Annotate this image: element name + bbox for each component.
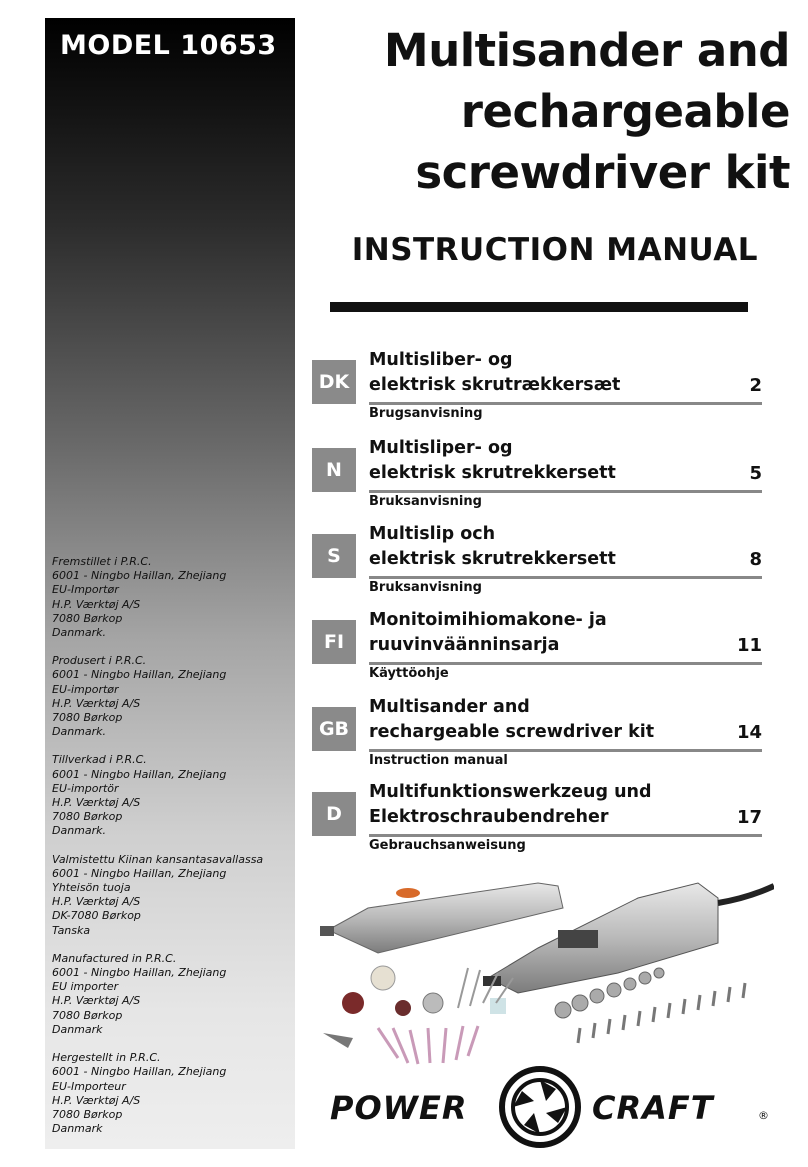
- lang-page-number: 2: [749, 375, 762, 396]
- lang-page-number: 14: [736, 722, 762, 743]
- screwdriver-illustration: [320, 883, 563, 953]
- lang-title-line2: ruuvinväänninsarja: [369, 635, 560, 655]
- imprint-line: Manufactured in P.R.C.: [52, 951, 177, 965]
- imprint-line: H.P. Værktøj A/S: [52, 895, 141, 909]
- brand-word-craft: CRAFT: [592, 1089, 714, 1127]
- imprint-block-d: [52, 1051, 292, 1136]
- lang-title-line1: Multisliper- og: [369, 438, 513, 458]
- lang-subtitle: Bruksanvisning: [369, 494, 482, 509]
- lang-title-line1: Multisander and: [369, 697, 530, 717]
- lang-page-number: 11: [736, 635, 762, 656]
- lang-title-line1: Multisliber- og: [369, 350, 513, 370]
- lang-subtitle: Käyttöohje: [369, 666, 449, 681]
- lang-page-number: 5: [749, 463, 762, 484]
- imprint-line: 7080 Børkop: [52, 810, 123, 824]
- title-line: rechargeable: [460, 85, 790, 138]
- imprint-block-dk: [52, 555, 292, 640]
- imprint-line: H.P. Værktøj A/S: [52, 994, 141, 1008]
- imprint-line: EU-Importør: [52, 583, 119, 597]
- imprint-line: Hergestellt in P.R.C.: [52, 1051, 161, 1065]
- brand-word-power: POWER: [330, 1089, 468, 1127]
- lang-title-line2: elektrisk skrutrekkersett: [369, 549, 616, 569]
- imprint-line: Danmark.: [52, 626, 107, 640]
- lang-badge: FI: [312, 620, 356, 664]
- imprint-block-gb: [52, 952, 292, 1037]
- aperture-logo-icon: [498, 1065, 582, 1149]
- lang-page-number: 8: [749, 549, 762, 570]
- lang-title-line2: rechargeable screwdriver kit: [369, 722, 655, 742]
- model-number: MODEL 10653: [60, 30, 277, 61]
- imprint-line: Valmistettu Kiinan kansantasavallassa: [52, 852, 264, 866]
- imprint-line: Danmark: [52, 1122, 103, 1136]
- imprint-block-s: [52, 753, 292, 838]
- lang-underline: [369, 662, 762, 665]
- lang-badge: S: [312, 534, 356, 578]
- page-subtitle: INSTRUCTION MANUAL: [351, 232, 758, 268]
- imprint-line: 6001 - Ningbo Haillan, Zhejiang: [52, 966, 227, 980]
- imprint-line: DK-7080 Børkop: [52, 909, 141, 923]
- lang-underline: [369, 749, 762, 752]
- imprint-line: Fremstillet i P.R.C.: [52, 555, 152, 568]
- imprint-line: 7080 Børkop: [52, 1008, 123, 1022]
- imprint-line: EU-importør: [52, 682, 119, 696]
- imprint-line: 7080 Børkop: [52, 1107, 123, 1121]
- imprint-line: Danmark: [52, 1022, 103, 1036]
- lang-title-line2: elektrisk skrutrekkersett: [369, 463, 616, 483]
- lang-title-line2: elektrisk skrutrækkersæt: [369, 375, 621, 395]
- page-title: [310, 20, 790, 203]
- lang-title-line1: Multifunktionswerkzeug und: [369, 782, 652, 802]
- imprint-line: 6001 - Ningbo Haillan, Zhejiang: [52, 866, 227, 880]
- imprint-line: 6001 - Ningbo Haillan, Zhejiang: [52, 668, 227, 682]
- imprint-line: H.P. Værktøj A/S: [52, 1093, 141, 1107]
- imprint-line: Danmark.: [52, 725, 107, 739]
- lang-underline: [369, 576, 762, 579]
- lang-badge: GB: [312, 707, 356, 751]
- imprint-line: 7080 Børkop: [52, 711, 123, 725]
- imprint-block-n: [52, 654, 292, 739]
- lang-underline: [369, 490, 762, 493]
- imprint-line: 7080 Børkop: [52, 611, 123, 625]
- imprint-line: Tillverkad i P.R.C.: [52, 753, 147, 767]
- lang-subtitle: Brugsanvisning: [369, 406, 483, 421]
- imprint-line: 6001 - Ningbo Haillan, Zhejiang: [52, 569, 227, 583]
- imprint: [52, 555, 292, 1150]
- imprint-line: H.P. Værktøj A/S: [52, 597, 141, 611]
- lang-badge: N: [312, 448, 356, 492]
- title-rule: [330, 302, 748, 312]
- imprint-line: Produsert i P.R.C.: [52, 654, 147, 668]
- lang-subtitle: Instruction manual: [369, 753, 508, 768]
- lang-page-number: 17: [736, 807, 762, 828]
- imprint-line: Yhteisön tuoja: [52, 881, 131, 895]
- imprint-line: H.P. Værktøj A/S: [52, 696, 141, 710]
- brand-logo: [330, 1065, 770, 1155]
- lang-title-line2: Elektroschraubendreher: [369, 807, 609, 827]
- registered-mark: ®: [758, 1109, 769, 1122]
- lang-subtitle: Gebrauchsanweisung: [369, 838, 526, 853]
- imprint-line: H.P. Værktøj A/S: [52, 796, 141, 810]
- lang-title-line1: Monitoimihiomakone- ja: [369, 610, 607, 630]
- imprint-line: 6001 - Ningbo Haillan, Zhejiang: [52, 1065, 227, 1079]
- lang-underline: [369, 834, 762, 837]
- imprint-line: EU-Importeur: [52, 1079, 126, 1093]
- product-photo: [318, 858, 774, 1068]
- lang-underline: [369, 402, 762, 405]
- imprint-line: Tanska: [52, 923, 91, 937]
- imprint-line: EU-importör: [52, 781, 119, 795]
- imprint-line: 6001 - Ningbo Haillan, Zhejiang: [52, 767, 227, 781]
- imprint-line: EU importer: [52, 980, 119, 994]
- imprint-line: Danmark.: [52, 824, 107, 838]
- lang-subtitle: Bruksanvisning: [369, 580, 482, 595]
- imprint-block-fi: [52, 853, 292, 938]
- lang-badge: DK: [312, 360, 356, 404]
- lang-title-line1: Multislip och: [369, 524, 496, 544]
- lang-badge: D: [312, 792, 356, 836]
- title-line: Multisander and: [383, 24, 790, 77]
- title-line: screwdriver kit: [415, 146, 790, 199]
